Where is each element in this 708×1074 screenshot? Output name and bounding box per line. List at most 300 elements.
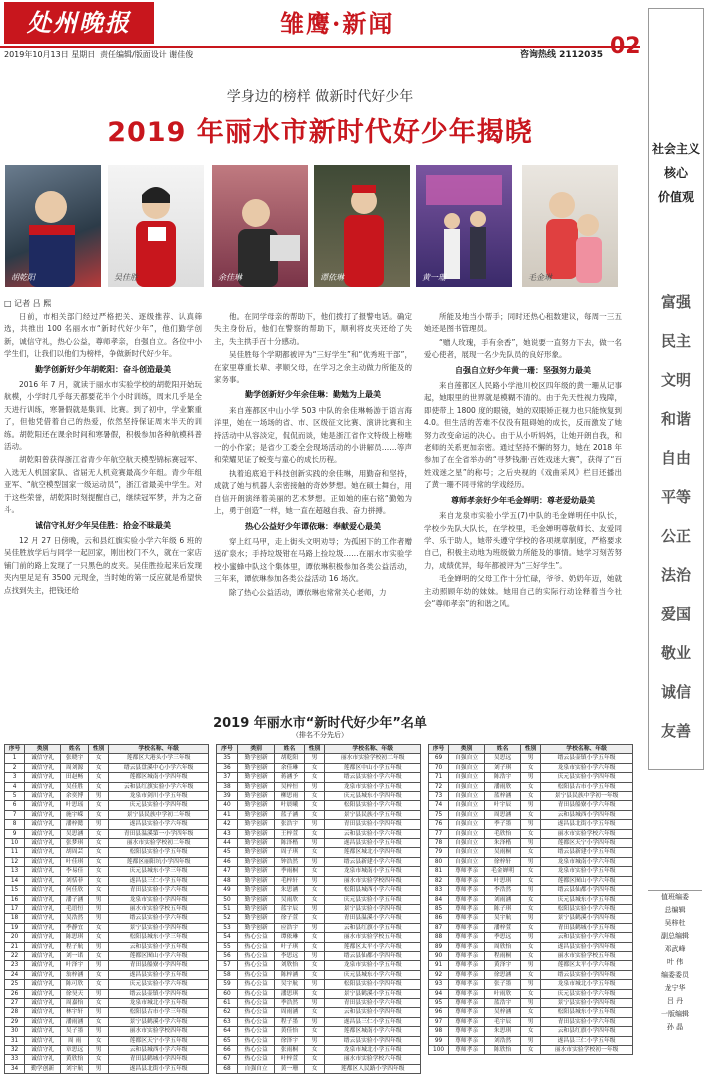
table-cell: 诚信守礼 bbox=[25, 895, 61, 904]
table-cell: 龙泉市城南小学六年级 bbox=[541, 857, 633, 866]
table-cell: 41 bbox=[217, 810, 238, 819]
table-cell: 12 bbox=[5, 857, 25, 866]
table-cell: 龙泉市实验小学五年级 bbox=[325, 782, 421, 791]
table-cell: 程雨桐 bbox=[485, 951, 521, 960]
table-cell: 吴佳胜 bbox=[61, 782, 89, 791]
table-cell: 男 bbox=[304, 1017, 325, 1026]
table-row bbox=[217, 904, 421, 913]
paragraph: 执着追底追于科技创新实践的余佳琳，用勤奋和坚持，成就了她与机器人亲密接触的奇妙梦想。她在硕士舞台，用自信开朗演绎着美丽的艺术梦想。正如她的座右铭“勤勉为上，勇于创造”一样，她一直在超越自我、奋力拼搏。 bbox=[214, 468, 412, 516]
table-cell: 100 bbox=[429, 1046, 449, 1055]
table-cell: 自强自立 bbox=[449, 754, 485, 763]
table-cell: 龙泉市城北小学五年级 bbox=[109, 998, 209, 1007]
table-cell: 诚信守礼 bbox=[25, 1055, 61, 1064]
table-cell: 松阳县城东小学三年级 bbox=[109, 933, 209, 942]
table-cell: 15 bbox=[5, 886, 25, 895]
section-heading: 尊师孝亲好少年毛金婵明：尊老爱幼最美 bbox=[451, 495, 595, 505]
table-cell: 10 bbox=[5, 839, 25, 848]
table-cell: 胡乾阳 bbox=[275, 754, 304, 763]
table-cell: 松阳县城东小学五年级 bbox=[541, 1008, 633, 1017]
table-cell: 诚信守礼 bbox=[25, 773, 61, 782]
table-cell: 18 bbox=[5, 914, 25, 923]
table-row bbox=[429, 895, 633, 904]
table-cell: 男 bbox=[89, 1027, 109, 1036]
table-cell: 青田县实验小学四年级 bbox=[325, 820, 421, 829]
table-cell: 叶思琪 bbox=[485, 876, 521, 885]
table-cell: 诚信守礼 bbox=[25, 867, 61, 876]
table-cell: 蒋涵予 bbox=[275, 773, 304, 782]
table-cell: 女 bbox=[89, 848, 109, 857]
byline-marker-icon: □ bbox=[4, 299, 15, 308]
table-cell: 男 bbox=[521, 857, 541, 866]
table-cell: 50 bbox=[217, 895, 238, 904]
table-cell: 44 bbox=[217, 839, 238, 848]
table-row bbox=[429, 1017, 633, 1026]
core-value-item: 爱国 bbox=[660, 605, 691, 623]
table-cell: 女 bbox=[89, 1017, 109, 1026]
table-cell: 龙泉市实验小学五年级 bbox=[325, 961, 421, 970]
table-cell: 松阳县实验小学六年级 bbox=[325, 801, 421, 810]
table-cell: 柳思雨 bbox=[275, 792, 304, 801]
table-row bbox=[5, 1027, 209, 1036]
table-cell: 自强自立 bbox=[449, 763, 485, 772]
table-cell: 庆元县城东小学五年级 bbox=[541, 895, 633, 904]
table-cell: 丽水市实验学校五年级 bbox=[325, 933, 421, 942]
table-cell: 胡周芸 bbox=[61, 848, 89, 857]
table-cell: 周 雨 bbox=[61, 1036, 89, 1045]
table-cell: 程子航 bbox=[61, 942, 89, 951]
table-row bbox=[429, 773, 633, 782]
table-cell: 丽水市实验学校初二年级 bbox=[109, 839, 209, 848]
table-cell: 98 bbox=[429, 1027, 449, 1036]
table-cell: 7 bbox=[5, 810, 25, 819]
photo-caption: 毛金琳 bbox=[528, 273, 552, 282]
table-cell: 尊师孝亲 bbox=[449, 914, 485, 923]
table-cell: 莲都区城南小学六年级 bbox=[325, 1027, 421, 1036]
section-title: 雏鹰·新闻 bbox=[280, 9, 395, 38]
table-cell: 84 bbox=[429, 895, 449, 904]
table-cell: 19 bbox=[5, 923, 25, 932]
table-row bbox=[429, 970, 633, 979]
table-row bbox=[5, 820, 209, 829]
table-row bbox=[5, 951, 209, 960]
table-cell: 刘恬菲 bbox=[61, 876, 89, 885]
table-cell: 男 bbox=[304, 1036, 325, 1045]
table-cell: 女 bbox=[304, 792, 325, 801]
table-cell: 女 bbox=[521, 942, 541, 951]
core-value-item: 诚信 bbox=[660, 683, 691, 701]
table-row bbox=[429, 763, 633, 772]
table-cell: 吴宇航 bbox=[485, 914, 521, 923]
editor-credit: 责任编辑/版面设计 谢佳俊 bbox=[100, 50, 194, 59]
table-cell: 潘雨欣 bbox=[485, 782, 521, 791]
table-row bbox=[429, 782, 633, 791]
table-cell: 22 bbox=[5, 951, 25, 960]
table-row bbox=[5, 942, 209, 951]
table-row bbox=[217, 1017, 421, 1026]
table-cell: 男 bbox=[521, 961, 541, 970]
table-cell: 尊师孝亲 bbox=[449, 998, 485, 1007]
table-cell: 缙云县实验小学四年级 bbox=[325, 1036, 421, 1045]
table-cell: 陈思琪 bbox=[61, 933, 89, 942]
table-cell: 章思远 bbox=[61, 1046, 89, 1055]
table-row bbox=[5, 829, 209, 838]
table-cell: 徐梓轩 bbox=[485, 857, 521, 866]
table-cell: 51 bbox=[217, 904, 238, 913]
table-cell: 龙泉市城南小学五年级 bbox=[325, 867, 421, 876]
table-cell: 莲都区囿山小学六年级 bbox=[541, 876, 633, 885]
table-cell: 85 bbox=[429, 904, 449, 913]
table-cell: 尊师孝亲 bbox=[449, 1017, 485, 1026]
table-cell: 叶雨欣 bbox=[485, 989, 521, 998]
table-cell: 57 bbox=[217, 961, 238, 970]
table-cell: 35 bbox=[217, 754, 238, 763]
table-cell: 49 bbox=[217, 886, 238, 895]
table-cell: 蓝梓涵 bbox=[485, 792, 521, 801]
table-cell: 潘梓懿 bbox=[61, 820, 89, 829]
table-cell: 勤学创新 bbox=[237, 848, 274, 857]
table-cell: 75 bbox=[429, 810, 449, 819]
table-cell: 诚信守礼 bbox=[25, 810, 61, 819]
table-cell: 女 bbox=[304, 867, 325, 876]
heading-line: 核心 bbox=[663, 166, 688, 180]
table-cell: 26 bbox=[5, 989, 25, 998]
table-cell: 男 bbox=[521, 886, 541, 895]
table-cell: 热心公益 bbox=[237, 961, 274, 970]
table-cell: 女 bbox=[89, 933, 109, 942]
table-cell: 83 bbox=[429, 886, 449, 895]
table-cell: 缙云县仙都小学四年级 bbox=[541, 886, 633, 895]
table-row bbox=[5, 792, 209, 801]
table-cell: 青田县鹤城小学五年级 bbox=[541, 923, 633, 932]
table-row bbox=[5, 886, 209, 895]
table-cell: 诚信守礼 bbox=[25, 857, 61, 866]
table-cell: 11 bbox=[5, 848, 25, 857]
table-row bbox=[5, 867, 209, 876]
table-cell: 景宁县民族中学初一年级 bbox=[541, 792, 633, 801]
table-cell: 热心公益 bbox=[237, 1055, 274, 1064]
table-cell: 女 bbox=[304, 1064, 325, 1073]
table-row bbox=[217, 933, 421, 942]
table-cell: 叶佳琪 bbox=[61, 857, 89, 866]
table-cell: 女 bbox=[89, 810, 109, 819]
table-cell: 58 bbox=[217, 970, 238, 979]
article-subtitle: 学身边的榜样 做新时代好少年 bbox=[226, 89, 414, 105]
table-cell: 56 bbox=[217, 951, 238, 960]
table-cell: 刘宇航 bbox=[61, 1064, 89, 1073]
table-cell: 莲都区城南小学四年级 bbox=[109, 773, 209, 782]
table-cell: 尊师孝亲 bbox=[449, 970, 485, 979]
table-cell: 勤学创新 bbox=[237, 829, 274, 838]
table-cell: 周雨涵 bbox=[275, 1008, 304, 1017]
table-cell: 潘思琪 bbox=[275, 989, 304, 998]
table-cell: 缙云县壶镇小学五年级 bbox=[541, 754, 633, 763]
table-cell: 女 bbox=[89, 773, 109, 782]
table-cell: 刘子琪 bbox=[485, 763, 521, 772]
table-cell: 女 bbox=[521, 1046, 541, 1055]
table-header-row bbox=[217, 745, 421, 754]
credit-line: 孙 晶 bbox=[666, 1023, 684, 1031]
table-cell: 尊师孝亲 bbox=[449, 980, 485, 989]
table-cell: 46 bbox=[217, 857, 238, 866]
table-cell: 热心公益 bbox=[237, 970, 274, 979]
heading-line: 价值观 bbox=[657, 190, 694, 204]
table-cell: 缙云县新建小学五年级 bbox=[541, 848, 633, 857]
photo-portrait bbox=[416, 165, 512, 287]
article-column-1 bbox=[4, 311, 202, 701]
table-row bbox=[217, 754, 421, 763]
table-cell: 男 bbox=[89, 792, 109, 801]
table-cell: 男 bbox=[304, 820, 325, 829]
table-row bbox=[429, 923, 633, 932]
column-header: 序号 bbox=[217, 745, 238, 754]
table-cell: 青田县船寮小学六年级 bbox=[541, 801, 633, 810]
table-row bbox=[217, 951, 421, 960]
photo-portrait bbox=[314, 165, 410, 287]
core-value-item: 富强 bbox=[660, 293, 691, 311]
table-row bbox=[5, 998, 209, 1007]
section-heading: 热心公益好少年谭依琳：奉献爱心最美 bbox=[245, 521, 381, 531]
table-row bbox=[217, 867, 421, 876]
table-row bbox=[5, 980, 209, 989]
table-row bbox=[217, 980, 421, 989]
table-cell: 61 bbox=[217, 998, 238, 1007]
table-cell: 女 bbox=[304, 848, 325, 857]
table-cell: 丽水市实验学校六年级 bbox=[541, 829, 633, 838]
table-cell: 龙泉市实验小学五年级 bbox=[541, 867, 633, 876]
column-header: 序号 bbox=[429, 745, 449, 754]
table-row bbox=[217, 857, 421, 866]
table-cell: 遂昌县北街小学五年级 bbox=[109, 1064, 209, 1073]
table-cell: 莲都区天宁小学四年级 bbox=[541, 839, 633, 848]
table-cell: 80 bbox=[429, 857, 449, 866]
table-cell: 季思远 bbox=[485, 933, 521, 942]
table-cell: 勤学创新 bbox=[237, 801, 274, 810]
table-cell: 自强自立 bbox=[449, 848, 485, 857]
table-cell: 女 bbox=[89, 951, 109, 960]
table-cell: 勤学创新 bbox=[237, 773, 274, 782]
table-cell: 热心公益 bbox=[237, 989, 274, 998]
table-row bbox=[5, 773, 209, 782]
table-cell: 青田县鹤城小学四年级 bbox=[109, 1055, 209, 1064]
student-figure-icon bbox=[5, 165, 101, 287]
table-cell: 尊师孝亲 bbox=[449, 923, 485, 932]
table-cell: 89 bbox=[429, 942, 449, 951]
table-cell: 13 bbox=[5, 867, 25, 876]
table-cell: 男 bbox=[304, 998, 325, 1007]
table-cell: 陈泽楷 bbox=[275, 839, 304, 848]
table-cell: 勤学创新 bbox=[237, 895, 274, 904]
table-cell: 女 bbox=[89, 763, 109, 772]
table-cell: 31 bbox=[5, 1036, 25, 1045]
section-heading: 勤学创新好少年余佳琳：勤勉为上最美 bbox=[245, 390, 381, 400]
table-cell: 蓝宇辰 bbox=[275, 904, 304, 913]
student-figure-icon bbox=[314, 165, 410, 287]
table-cell: 毛金婵明 bbox=[485, 867, 521, 876]
table-cell: 男 bbox=[521, 998, 541, 1007]
table-cell: 24 bbox=[5, 970, 25, 979]
table-cell: 勤学创新 bbox=[237, 839, 274, 848]
table-cell: 龙泉市实验小学四年级 bbox=[109, 895, 209, 904]
table-row bbox=[217, 1064, 421, 1073]
table-cell: 36 bbox=[217, 763, 238, 772]
table-cell: 勤学创新 bbox=[237, 810, 274, 819]
table-cell: 女 bbox=[304, 1055, 325, 1064]
table-cell: 云和县城西小学六年级 bbox=[109, 1046, 209, 1055]
table-cell: 女 bbox=[89, 980, 109, 989]
newspaper-logo: 处州晚报 bbox=[4, 2, 154, 44]
table-cell: 陈子琪 bbox=[485, 904, 521, 913]
table-cell: 朱泽楷 bbox=[485, 839, 521, 848]
table-cell: 庆元县实验小学四年级 bbox=[109, 801, 209, 810]
table-cell: 勤学创新 bbox=[237, 857, 274, 866]
table-cell: 诚信守礼 bbox=[25, 980, 61, 989]
table-cell: 女 bbox=[89, 923, 109, 932]
reporter-byline bbox=[4, 298, 51, 309]
table-cell: 龙泉市实验小学六年级 bbox=[541, 763, 633, 772]
table-cell: 遂昌县三仁小学五年级 bbox=[109, 876, 209, 885]
table-cell: 42 bbox=[217, 820, 238, 829]
table-cell: 女 bbox=[521, 989, 541, 998]
table-cell: 女 bbox=[521, 829, 541, 838]
credit-line: 一版编辑 bbox=[661, 1010, 689, 1018]
student-figure-icon bbox=[212, 165, 308, 287]
table-cell: 53 bbox=[217, 923, 238, 932]
table-cell: 女 bbox=[521, 895, 541, 904]
photo-caption: 胡乾阳 bbox=[11, 273, 35, 282]
table-header-row bbox=[5, 745, 209, 754]
table-cell: 女 bbox=[304, 942, 325, 951]
table-cell: 勤学创新 bbox=[237, 867, 274, 876]
table-cell: 64 bbox=[217, 1027, 238, 1036]
column-header: 性别 bbox=[521, 745, 541, 754]
column-header: 序号 bbox=[5, 745, 25, 754]
table-cell: 徐子萱 bbox=[275, 914, 304, 923]
credit-line: 邓武峰 bbox=[664, 945, 686, 953]
table-cell: 刘欣怡 bbox=[275, 961, 304, 970]
table-cell: 云和县红旗小学四年级 bbox=[541, 1027, 633, 1036]
table-cell: 缙云县壶镇小学四年级 bbox=[109, 989, 209, 998]
table-cell: 云和县实验小学六年级 bbox=[541, 933, 633, 942]
table-cell: 林宇轩 bbox=[61, 1008, 89, 1017]
table-cell: 60 bbox=[217, 989, 238, 998]
table-cell: 诚信守礼 bbox=[25, 904, 61, 913]
table-cell: 热心公益 bbox=[237, 1017, 274, 1026]
honor-list-note: （排名不分先后） bbox=[292, 731, 348, 739]
table-cell: 8 bbox=[5, 820, 25, 829]
table-cell: 女 bbox=[304, 829, 325, 838]
table-cell: 陈梓涵 bbox=[275, 970, 304, 979]
table-cell: 翁梓涵 bbox=[61, 970, 89, 979]
table-cell: 张浩宇 bbox=[275, 820, 304, 829]
table-cell: 女 bbox=[521, 904, 541, 913]
table-cell: 施宇嵘 bbox=[61, 810, 89, 819]
table-cell: 景宁县民族中学初二年级 bbox=[109, 810, 209, 819]
table-cell: 诚信守礼 bbox=[25, 763, 61, 772]
table-cell: 勤学创新 bbox=[237, 782, 274, 791]
table-cell: 余佳琳 bbox=[275, 763, 304, 772]
table-cell: 青田县温溪第一小学四年级 bbox=[109, 829, 209, 838]
table-cell: 诚信守礼 bbox=[25, 876, 61, 885]
table-row bbox=[429, 820, 633, 829]
table-cell: 松阳县古市小学三年级 bbox=[109, 1008, 209, 1017]
column-header: 姓名 bbox=[275, 745, 304, 754]
table-cell: 吴雨桐 bbox=[485, 848, 521, 857]
table-cell: 黄佳怡 bbox=[275, 1027, 304, 1036]
table-cell: 男 bbox=[89, 989, 109, 998]
table-cell: 90 bbox=[429, 951, 449, 960]
table-cell: 女 bbox=[89, 839, 109, 848]
table-cell: 云和县实验小学四年级 bbox=[325, 1008, 421, 1017]
table-cell: 77 bbox=[429, 829, 449, 838]
table-cell: 毛语恒 bbox=[61, 904, 89, 913]
table-cell: 96 bbox=[429, 1008, 449, 1017]
table-row bbox=[217, 923, 421, 932]
table-cell: 莲都区太平小学六年级 bbox=[325, 942, 421, 951]
table-cell: 4 bbox=[5, 782, 25, 791]
paragraph: 胡乾阳曾获得浙江省青少年航空航天模型锦标赛冠军、入选无人机国家队、省届无人机竞赛最高少年组。青少年组亚军、“航空模型国家一级运动员”，浙江省最美中学生。对于这些荣誉，胡乾阳时刻提醒自己，继续冠军梦，并为之奋斗。 bbox=[4, 455, 202, 515]
core-value-item: 法治 bbox=[660, 566, 691, 584]
table-cell: 叶泽宇 bbox=[61, 961, 89, 970]
table-cell: 48 bbox=[217, 876, 238, 885]
table-row bbox=[5, 1055, 209, 1064]
table-cell: 69 bbox=[429, 754, 449, 763]
table-cell: 勤学创新 bbox=[237, 820, 274, 829]
table-row bbox=[5, 904, 209, 913]
table-cell: 23 bbox=[5, 961, 25, 970]
table-cell: 女 bbox=[304, 914, 325, 923]
table-cell: 20 bbox=[5, 933, 25, 942]
table-row bbox=[5, 1008, 209, 1017]
table-cell: 76 bbox=[429, 820, 449, 829]
table-cell: 女 bbox=[521, 876, 541, 885]
table-cell: 自强自立 bbox=[449, 839, 485, 848]
table-row bbox=[429, 886, 633, 895]
table-cell: 女 bbox=[304, 1046, 325, 1055]
photo-caption: 吴佳胜 bbox=[114, 273, 138, 282]
table-cell: 女 bbox=[89, 876, 109, 885]
table-cell: 景宁县民族小学五年级 bbox=[325, 810, 421, 819]
table-cell: 女 bbox=[89, 829, 109, 838]
table-cell: 68 bbox=[217, 1064, 238, 1073]
table-cell: 25 bbox=[5, 980, 25, 989]
table-cell: 诚信守礼 bbox=[25, 970, 61, 979]
table-cell: 松阳县实验小学六年级 bbox=[541, 904, 633, 913]
paragraph: 除了热心公益活动，谭依琳也常常关心老师，力 bbox=[229, 587, 387, 597]
table-cell: 14 bbox=[5, 876, 25, 885]
table-row bbox=[5, 857, 209, 866]
table-cell: 热心公益 bbox=[237, 1008, 274, 1017]
table-cell: 74 bbox=[429, 801, 449, 810]
table-cell: 叶思瑶 bbox=[61, 801, 89, 810]
table-cell: 自强自立 bbox=[449, 773, 485, 782]
table-cell: 17 bbox=[5, 904, 25, 913]
table-cell: 女 bbox=[304, 763, 325, 772]
column-header: 姓名 bbox=[61, 745, 89, 754]
table-cell: 女 bbox=[521, 867, 541, 876]
table-cell: 女 bbox=[304, 961, 325, 970]
table-cell: 45 bbox=[217, 848, 238, 857]
table-cell: 余奕博 bbox=[61, 792, 89, 801]
table-cell: 周子琪 bbox=[275, 848, 304, 857]
table-cell: 79 bbox=[429, 848, 449, 857]
credit-line: 编委委员 bbox=[661, 971, 689, 979]
table-cell: 男 bbox=[304, 923, 325, 932]
table-row bbox=[5, 763, 209, 772]
table-cell: 男 bbox=[89, 1064, 109, 1073]
column-header: 性别 bbox=[89, 745, 109, 754]
table-cell: 刘浩然 bbox=[485, 1036, 521, 1045]
table-cell: 诚信守礼 bbox=[25, 1017, 61, 1026]
